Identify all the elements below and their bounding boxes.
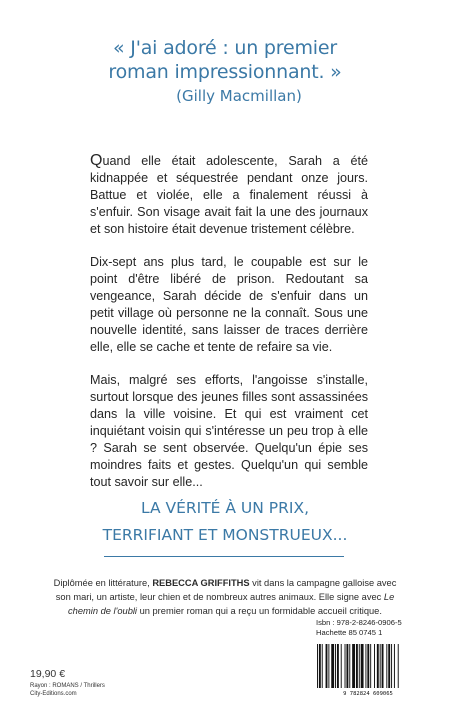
synopsis-paragraph-2: Dix-sept ans plus tard, le coupable est sur le point d'être libéré de prison. Redoutant sa vengeance, Sarah décide de s'enfuir dans un petit village où personne ne la connaît. Sous une nouvelle identité, sans laisser de traces derrière elle, elle se cache et tente de refaire sa vie. <box>90 255 368 354</box>
barcode-bar <box>361 644 364 688</box>
barcode-bar <box>365 644 366 688</box>
barcode-bar <box>356 644 358 688</box>
tagline-line-2: TERRIFIANT ET MONSTRUEUX... <box>102 526 348 544</box>
isbn-block <box>312 618 420 637</box>
barcode-bar <box>349 644 350 688</box>
barcode-bar <box>382 644 384 688</box>
synopsis-paragraph-1: Quand elle était adolescente, Sarah a été kidnappée et séquestrée pendant onze jours. Battue et violée, elle a finalement réussi à s'enfuir. Son visage avait fait la une des journaux et son histoire était devenue tristement célèbre. <box>90 152 368 236</box>
barcode <box>313 643 423 697</box>
synopsis <box>90 152 368 507</box>
barcode-bar <box>317 644 318 688</box>
quote-line-1: « J'ai adoré : un premier <box>113 37 337 59</box>
price-block <box>30 668 105 698</box>
barcode-bar <box>319 644 321 688</box>
quote-line-2: roman impressionnant. » <box>108 61 342 83</box>
hachette-code: Hachette 85 0745 1 <box>316 627 383 637</box>
bio-part-2: vit dans la campagne galloise avec son mari, un artiste, leur chien et de nombreux autres animaux. Elle signe avec <box>55 578 397 602</box>
barcode-bar <box>374 644 375 688</box>
bio-part-1: Diplômée en littérature, <box>53 578 153 588</box>
barcode-bar <box>326 644 328 688</box>
tagline-line-1: LA VÉRITÉ À UN PRIX, <box>140 499 310 517</box>
price: 19,90 € <box>30 668 66 680</box>
barcode-bar <box>359 644 360 688</box>
blurb-quote <box>0 36 450 106</box>
isbn: Isbn : 978-2-8246-0906-5 <box>316 618 402 627</box>
barcode-bar <box>335 644 336 688</box>
barcode-bar <box>394 644 395 688</box>
barcode-bar <box>345 644 346 688</box>
bio-book-title: Le chemin de l'oubli <box>68 592 395 616</box>
publisher-website: City-Editions.com <box>30 691 77 697</box>
barcode-bar <box>322 644 323 688</box>
barcode-bar <box>388 644 390 688</box>
barcode-bar <box>398 644 399 688</box>
barcode-bar <box>331 644 334 688</box>
barcode-bar <box>328 644 329 688</box>
barcode-bar <box>391 644 392 688</box>
barcode-bar <box>337 644 339 688</box>
barcode-bar <box>386 644 387 688</box>
synopsis-paragraph-3: Mais, malgré ses efforts, l'angoisse s'installe, surtout lorsque des jeunes filles sont assassinées dans la ville voisine. Et qui est vraiment cet inquiétant voisin qui s'intéresse un peu trop à elle ? Sarah se sent observée. Quelqu'un épie ses moindres faits et gestes. Quelqu'un qui semble tout savoir sur elle... <box>90 373 368 489</box>
tagline <box>0 495 450 549</box>
barcode-bar <box>341 644 342 688</box>
barcode-digits: 9 782824 609065 <box>343 691 393 697</box>
barcode-bar <box>367 644 369 688</box>
barcode-bar <box>380 644 381 688</box>
barcode-bar <box>377 644 379 688</box>
divider <box>104 556 344 557</box>
barcode-bar <box>346 644 348 688</box>
author-bio <box>48 576 402 618</box>
shelf-category: Rayon : ROMANS / Thrillers <box>30 683 105 689</box>
bio-part-3: un premier roman qui a reçu un formidable accueil critique. <box>137 606 382 616</box>
barcode-bar <box>352 644 355 688</box>
quote-author: (Gilly Macmillan) <box>176 87 302 105</box>
bio-author-name: REBECCA GRIFFITHS <box>152 578 250 588</box>
barcode-bar <box>370 644 371 688</box>
